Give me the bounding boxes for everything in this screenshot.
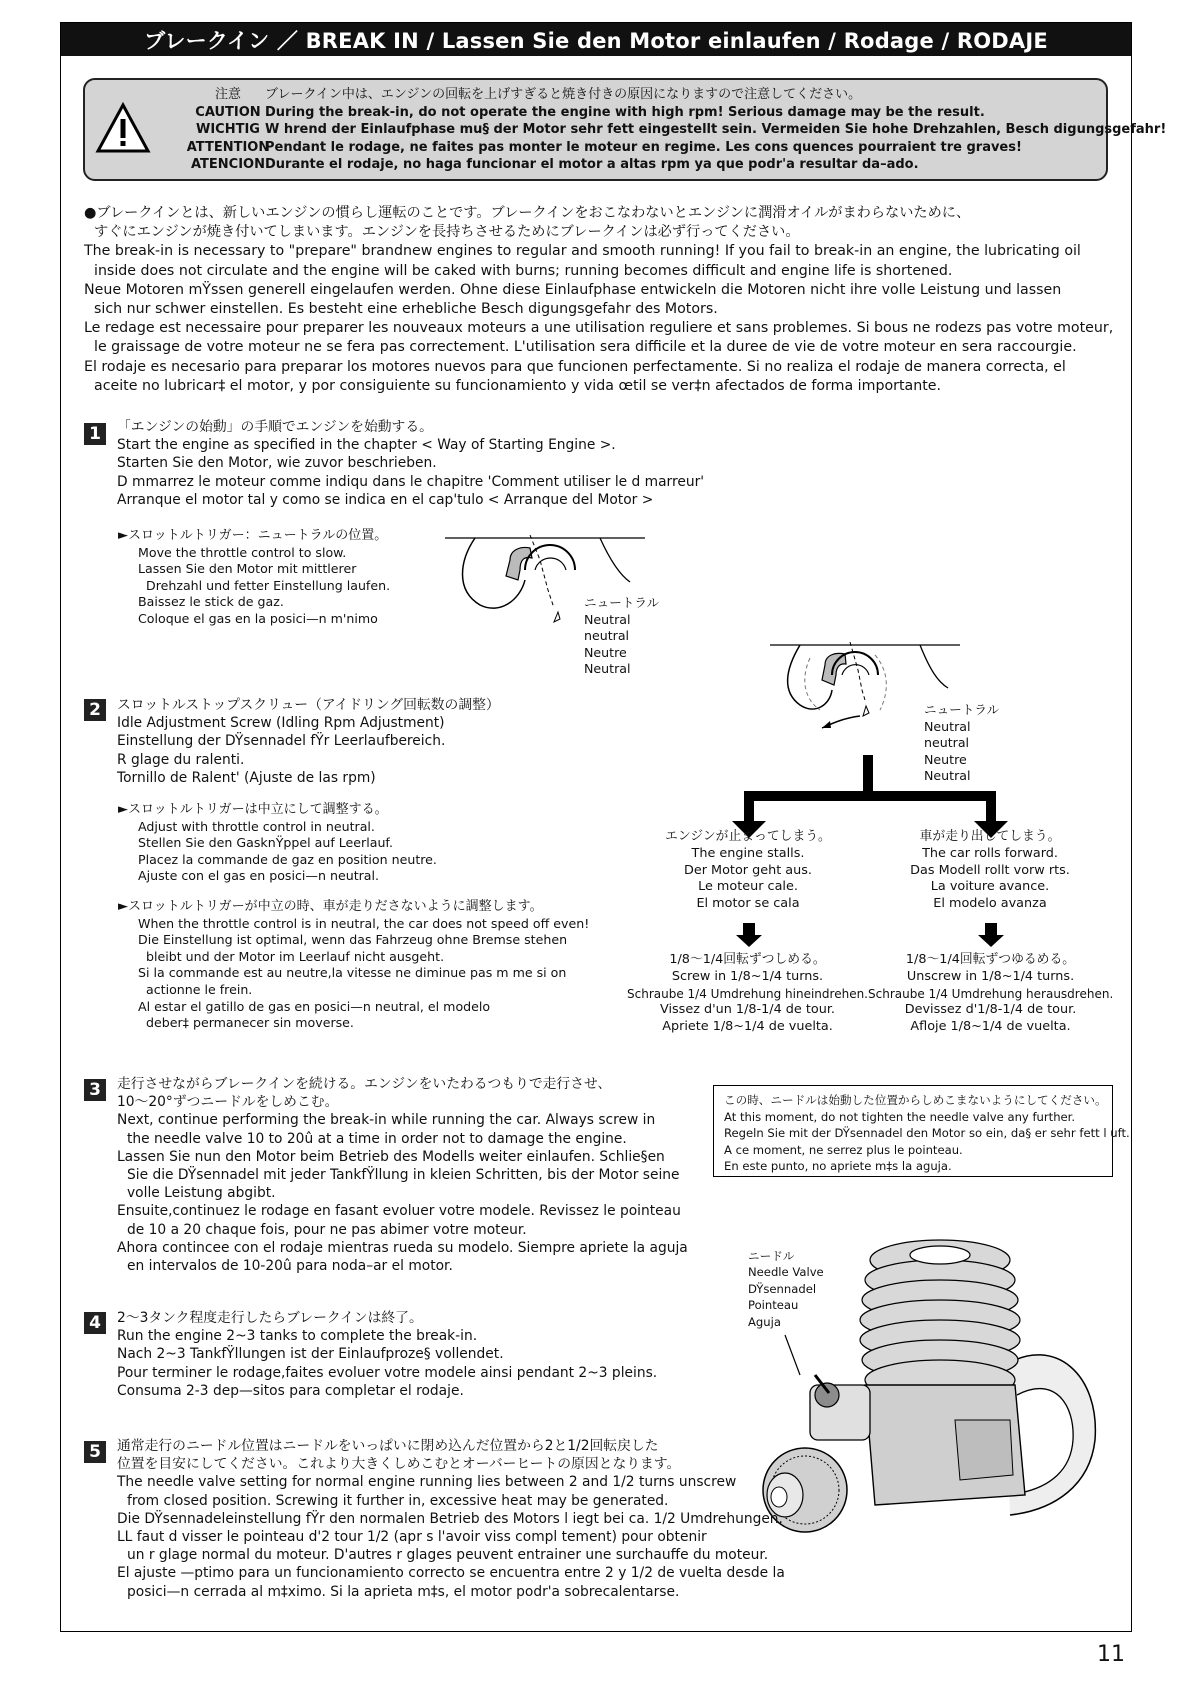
action-line: Schraube 1/4 Umdrehung hineindrehen. (627, 986, 868, 1001)
note-line: A ce moment, ne serrez plus le pointeau. (724, 1142, 963, 1157)
sub-line: actionne le frein. (146, 981, 253, 997)
step-line: D mmarrez le moteur comme indiqu dans le chapitre 'Comment utiliser le d marreur' (117, 473, 705, 490)
sub-line: deber‡ permanecer sin moverse. (146, 1015, 354, 1031)
needle-text: Pointeau (748, 1298, 799, 1313)
step-5-text (117, 1437, 785, 1601)
sub-line: Die Einstellung ist optimal, wenn das Fahrzeug ohne Bremse stehen (138, 932, 568, 948)
car-rolls-case (875, 829, 1105, 913)
step-line: R glage du ralenti. (117, 751, 245, 768)
step-3-text (117, 1075, 688, 1275)
caution-text: During the break-in, do not operate the engine with high rpm! Serious damage may be the result. (265, 104, 985, 120)
step-line: the needle valve 10 to 20û at a time in order not to damage the engine. (127, 1130, 627, 1147)
page-number: 11 (1097, 1642, 1125, 1667)
neutral-text: Neutral (584, 611, 631, 627)
step-line: 10〜20°ずつニードルをしめこむ。 (117, 1094, 339, 1111)
step-line: Run the engine 2~3 tanks to complete the break-in. (117, 1328, 478, 1345)
neutral-text: ニュートラル (584, 595, 660, 610)
note-line: Regeln Sie mit der DŸsennadel den Motor so ein, da§ er sehr fett l uft. (724, 1126, 1130, 1140)
step-line: de 10 a 20 chaque fois, pour ne pas abimer votre moteur. (127, 1221, 527, 1238)
neutral-text: Neutre (584, 644, 627, 660)
intro-line: sich nur schwer einstellen. Es besteht eine erhebliche Besch digungsgefahr des Motors. (94, 301, 718, 318)
sub-line: Coloque el gas en la posici—n m'nimo (138, 610, 378, 626)
step-line: Die DŸsennadeleinstellung fŸr den normalen Betrieb des Motors l iegt bei ca. 1/2 Umdrehungen. (117, 1510, 783, 1527)
step-5-number: 5 (84, 1441, 106, 1463)
note-line: この時、ニードルは始動した位置からしめこまないようにしてください。 (724, 1093, 1107, 1107)
sub-line: When the throttle control is in neutral, the car does not speed off even! (138, 915, 590, 931)
step-line: El ajuste —ptimo para un funcionamiento correcto se encuentra entre 2 y 1/2 de vuelta desde la (117, 1565, 785, 1582)
sub-line: bleibt und der Motor im Leerlauf nicht ausgeht. (146, 948, 445, 964)
step-1-throttle-note (118, 528, 390, 628)
sub-line: Adjust with throttle control in neutral. (138, 818, 375, 834)
engine-illustration (755, 1225, 1115, 1550)
intro-line: inside does not circulate and the engine will be caked with burns; running becomes difficult and engine life is shortened. (94, 262, 953, 279)
action-line: Devissez d'1/8-1/4 de tour. (904, 1002, 1077, 1018)
step-line: 2〜3タンク程度走行したらブレークインは終了。 (117, 1310, 423, 1326)
case-line: Le moteur cale. (698, 879, 798, 895)
step-line: Start the engine as specified in the chapter < Way of Starting Engine >. (117, 437, 616, 454)
neutral-text: ニュートラル (924, 702, 1000, 717)
step-line: Consuma 2-3 dep—sitos para completar el rodaje. (117, 1382, 464, 1399)
step-line: 位置を目安にしてください。これより大きくしめこむとオーバーヒートの原因となります。 (117, 1456, 681, 1473)
step-line: Ahora contincee con el rodaje mientras rueda su modelo. Siempre apriete la aguja (117, 1239, 688, 1256)
step-line: LL faut d visser le pointeau d'2 tour 1/2 (apr s l'avoir viss compl tement) pour obtenir (117, 1529, 707, 1546)
caution-text: Durante el rodaje, no haga funcionar el motor a altas rpm ya que podr'a resultar da–ado. (265, 157, 919, 172)
caution-label: ATTENTION (186, 139, 270, 155)
case-line: El motor se cala (696, 896, 800, 912)
intro-line: Le redage est necessaire pour preparer les nouveaux moteurs a une utilisation reguliere et sans problemes. Si bous ne rodezs pas votre moteur, (84, 320, 1114, 337)
step-4-text (117, 1309, 657, 1400)
sub-line: Lassen Sie den Motor mit mittlerer (138, 561, 357, 577)
step-line: Arranque el motor tal y como se indica en el cap'tulo < Arranque del Motor > (117, 491, 654, 508)
intro-line: aceite no lubricar‡ el motor, y por consiguiente su funcionamiento y vida œtil se ver‡n afectados de forma importante. (94, 377, 942, 394)
step-line: Starten Sie den Motor, wie zuvor beschrieben. (117, 455, 437, 472)
caution-label: WICHTIG (196, 122, 260, 137)
case-line: Das Modell rollt vorw rts. (910, 862, 1070, 878)
step-4-number: 4 (84, 1312, 106, 1334)
neutral-text: Neutral (584, 661, 631, 676)
step-2-text (117, 696, 500, 787)
down-arrow-left (736, 923, 762, 947)
caution-text: W hrend der Einlaufphase mu§ der Motor sehr fett eingestellt sein. Vermeiden Sie hohe Drehzahlen, Besch digungsgefahr! (265, 122, 1167, 137)
needle-valve-knob (815, 1383, 839, 1407)
neutral-text: Neutral (924, 718, 971, 734)
intro-paragraph (84, 204, 1124, 396)
case-line: El modelo avanza (933, 896, 1047, 912)
case-line: エンジンが止まってしまう。 (665, 829, 831, 844)
step-line: en intervalos de 10-20û para noda–ar el motor. (127, 1258, 453, 1275)
needle-text: DŸsennadel (748, 1281, 817, 1296)
step-2-adjust-note (118, 899, 589, 1032)
step-line: スロットルストップスクリュー（アイドリング回転数の調整） (117, 697, 500, 713)
step-line: 通常走行のニードル位置はニードルをいっぱいに閉め込んだ位置から2と1/2回転戻した (117, 1438, 659, 1454)
caution-text: Pendant le rodage, ne faites pas monter le moteur en regime. Les cons quences pourraient tre graves! (265, 139, 1022, 155)
case-line: Der Motor geht aus. (684, 862, 812, 878)
step-line: Next, continue performing the break-in while running the car. Always screw in (117, 1112, 656, 1129)
step-1-text (117, 418, 704, 509)
caution-box (83, 78, 1167, 181)
down-arrow-right (978, 923, 1004, 947)
step-line: Sie die DŸsennadel mit jeder TankfŸllung in kleien Schritten, bis der Motor seine (127, 1167, 680, 1184)
sub-line: Al estar el gatillo de gas en posici—n neutral, el modelo (138, 998, 491, 1014)
neutral-label-1 (584, 595, 659, 678)
step-line: 走行させながらブレークインを続ける。エンジンをいたわるつもりで走行させ、 (117, 1076, 612, 1092)
action-line: Screw in 1/8~1/4 turns. (671, 968, 824, 984)
sub-line: Placez la commande de gaz en position neutre. (138, 851, 437, 867)
step-line: posici—n cerrada al m‡ximo. Si la aprieta m‡s, el motor podr'a sobrecalentarse. (127, 1583, 680, 1600)
action-line: Apriete 1/8~1/4 de vuelta. (662, 1019, 833, 1035)
sub-line: Ajuste con el gas en posici—n neutral. (138, 868, 380, 884)
needle-text: Needle Valve (748, 1265, 824, 1280)
sub-line: Drehzahl und fetter Einstellung laufen. (146, 577, 391, 593)
step-2-number: 2 (84, 699, 106, 721)
caution-label: 注意 (214, 87, 241, 102)
step-3-number: 3 (84, 1079, 106, 1101)
action-line: Unscrew in 1/8~1/4 turns. (906, 968, 1075, 984)
intro-line: El rodaje es necesario para preparar los motores nuevos para que funcionen perfectamente. Si no realiza el rodaje de manera correcta, el (84, 358, 1066, 375)
intro-line: Neue Motoren mŸssen generell eingelaufen werden. Ohne diese Einlaufphase entwickeln die Motoren nicht ihre volle Leistung und lassen (84, 281, 1062, 298)
action-line: Vissez d'un 1/8-1/4 de tour. (659, 1002, 835, 1018)
case-line: The car rolls forward. (922, 845, 1058, 861)
case-line: La voiture avance. (930, 879, 1050, 895)
step-line: 「エンジンの始動」の手順でエンジンを始動する。 (117, 419, 433, 435)
step-line: Lassen Sie nun den Motor beim Betrieb des Modells weiter einlaufen. Schlie§en (117, 1148, 665, 1165)
caution-text: ブレークイン中は、エンジンの回転を上げすぎると焼き付きの原因になりますので注意してください。 (265, 87, 862, 102)
case-line: The engine stalls. (691, 845, 805, 861)
intro-line: The break-in is necessary to "prepare" brandnew engines to regular and smooth running! If you fail to break-in an engine, the lubricating oil (84, 243, 1081, 260)
neutral-text: Neutre (924, 751, 967, 767)
step-line: Tornillo de Ralent' (Ajuste de las rpm) (117, 769, 376, 786)
caution-label: ATENCION (191, 157, 265, 172)
screw-in-action (625, 952, 870, 1036)
note-line: At this moment, do not tighten the needle valve any further. (724, 1109, 1076, 1124)
step-1-number: 1 (84, 423, 106, 445)
case-line: 車が走り出してしまう。 (919, 829, 1061, 844)
intro-line: ●ブレークインとは、新しいエンジンの慣らし運転のことです。ブレークインをおこなわないとエンジンに潤滑オイルがまわらないために、 (84, 205, 971, 221)
neutral-text: neutral (584, 628, 630, 643)
sub-line: ►スロットルトリガーは中立にして調整する。 (118, 802, 388, 817)
action-line: Afloje 1/8~1/4 de vuelta. (910, 1019, 1071, 1035)
step-line: Ensuite,continuez le rodage en fasant evoluer votre modele. Revissez le pointeau (117, 1203, 681, 1220)
neutral-text: neutral (924, 735, 970, 750)
needle-text: Aguja (748, 1314, 781, 1329)
neutral-text: Neutral (924, 768, 971, 783)
step-line: from closed position. Screwing it further in, excessive heat may be generated. (127, 1492, 669, 1509)
action-line: 1/8〜1/4回転ずつゆるめる。 (905, 952, 1076, 967)
action-line: Schraube 1/4 Umdrehung herausdrehen. (868, 986, 1114, 1001)
step-line: Idle Adjustment Screw (Idling Rpm Adjustment) (117, 715, 445, 732)
needle-note-box (713, 1085, 1130, 1177)
page-title: ブレークイン ／ BREAK IN / Lassen Sie den Motor einlaufen / Rodage / RODAJE (61, 23, 1131, 56)
step-line: un r glage normal du moteur. D'autres r glages peuvent entrainer une surchauffe du moteur. (127, 1547, 769, 1564)
sub-line: ►スロットルトリガーが中立の時、車が走りださないように調整します。 (118, 899, 543, 914)
note-line: En este punto, no apriete m‡s la aguja. (724, 1159, 952, 1173)
step-2-neutral-note (118, 802, 437, 885)
action-line: 1/8〜1/4回転ずつしめる。 (669, 952, 826, 967)
intro-line: すぐにエンジンが焼き付いてしまいます。エンジンを長持ちさせるためにブレークインは必ず行ってください。 (94, 224, 800, 241)
step-line: The needle valve setting for normal engine running lies between 2 and 1/2 turns unscrew (117, 1474, 737, 1491)
sub-line: Baissez le stick de gaz. (138, 594, 284, 610)
step-line: volle Leistung abgibt. (127, 1185, 276, 1202)
step-line: Einstellung der DŸsennadel fŸr Leerlaufbereich. (117, 733, 446, 750)
caution-texts (265, 86, 1167, 174)
needle-text: ニードル (748, 1249, 795, 1263)
caution-label: CAUTION (195, 104, 261, 120)
sub-line: Si la commande est au neutre,la vitesse ne diminue pas m me si on (138, 965, 567, 981)
engine-stalls-case (633, 829, 863, 913)
sub-line: Move the throttle control to slow. (138, 544, 347, 560)
sub-line: ►スロットルトリガー：ニュートラルの位置。 (118, 528, 388, 543)
step-line: Nach 2~3 TankfŸllungen ist der Einlaufproze§ vollendet. (117, 1346, 504, 1363)
warning-icon (95, 102, 151, 154)
step-line: Pour terminer le rodage,faites evoluer votre modele ainsi pendant 2~3 pleins. (117, 1364, 658, 1381)
intro-line: le graissage de votre moteur ne se fera pas correctement. L'utilisation sera difficile et la duree de vie de votre moteur en sera raccourgie. (94, 339, 1077, 356)
unscrew-action (868, 952, 1113, 1036)
sub-line: Stellen Sie den GasknŸppel auf Leerlauf. (138, 835, 393, 851)
